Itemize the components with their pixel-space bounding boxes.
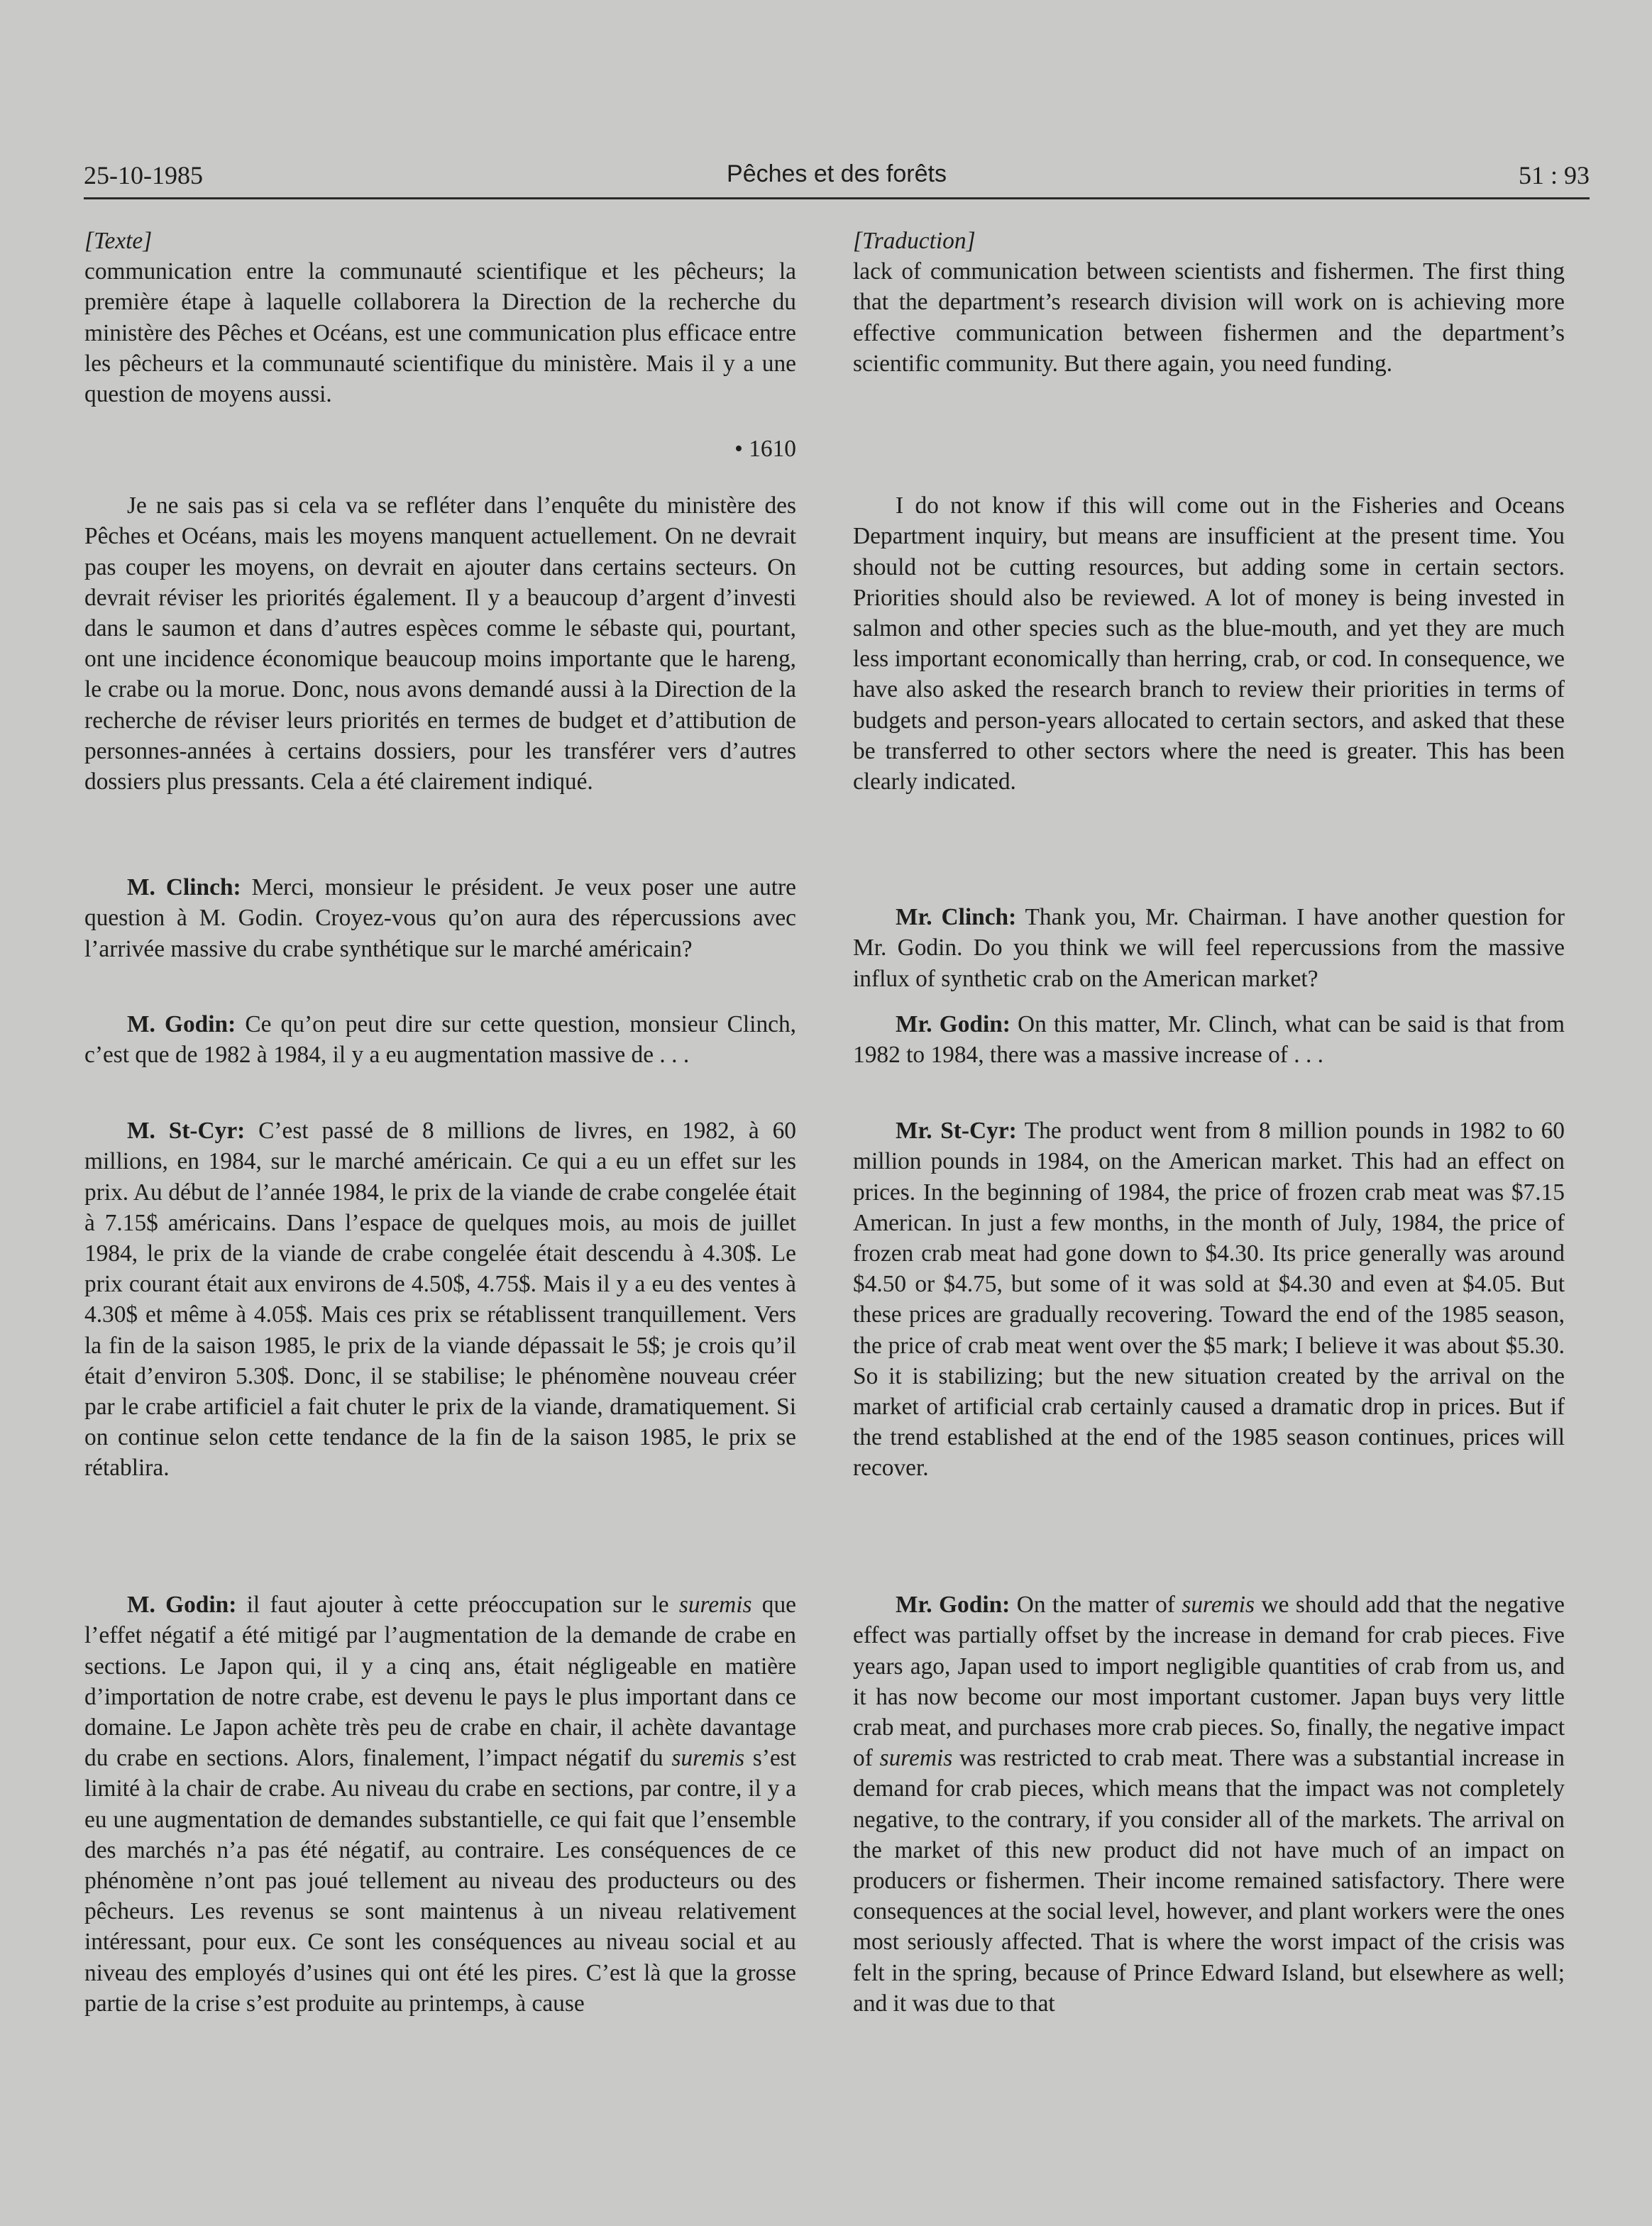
speaker-name: M. Godin: bbox=[127, 1592, 237, 1619]
speech-text: s’est limité à la chair de crabe. Au niveau du crabe en sections, par contre, il y a eu une augmentation de demandes substantielle, ce qui fait que l’ensemble des marchés n’a pas été négatif, au contraire. Les conséquences de ce phénomène n’ont pas joué tellement au niveau des producteurs ou des pêcheurs. Les revenus se sont maintenus à un niveau relativement intéressant, pour eux. Ce sont les conséquences au niveau social et au niveau des employés d’usines qui ont été les pires. C’est là que la grosse partie de la crise s’est produite au printemps, à cause bbox=[84, 1745, 796, 2017]
speech-text: Ce qu’on peut dire sur cette question, monsieur Clinch, c’est que de 1982 à 1984, il y a eu augmentation massive de . . . bbox=[84, 1011, 797, 1069]
speech-text: Merci, monsieur le président. Je veux poser une autre question à M. Godin. Croyez-vous qu’on aura des répercussions avec l’arrivée massive du crabe synthétique sur le marché américain? bbox=[84, 874, 796, 962]
french-paragraph-2: Je ne sais pas si cela va se refléter dans l’enquête du ministère des Pêches et Océans, mais les moyens manquent actuellement. On ne devrait pas couper les moyens, on devrait en ajouter dans certains secteurs. On devrait réviser les priorités également. Il y a beaucoup d’argent d’investi dans le saumon et dans d’autres espèces comme le sébaste qui, pourtant, ont une incidence économique beaucoup moins importante que le hareng, le crabe ou la morue. Donc, nous avons demandé aussi à la Direction de la recherche de réviser leurs priorités en termes de budget et d’attibution de personnes-années à certains dossiers, pour les transférer vers d’autres dossiers plus pressants. Cela a été clairement indiqué. bbox=[84, 492, 796, 795]
english-paragraph-2: I do not know if this will come out in the Fisheries and Oceans Department inquiry, but means are insufficient at the present time. You should not be cutting resources, but adding some in certain sectors. Priorities should also be reviewed. A lot of money is being invested in salmon and other species such as the blue-mouth, and yet they are much less important economically than herring, crab, or cod. In consequence, we have also asked the research branch to review their priorities in terms of budgets and person-years allocated to certain sectors, and asked that these be transferred to other sectors where the need is greater. This has been clearly indicated. bbox=[853, 492, 1565, 795]
emphasis-term: suremis bbox=[678, 1592, 752, 1619]
english-paragraph-1: lack of communication between scientists and fishermen. The first thing that the department’s research division will work on is achieving more effective communication between fishermen and the department’s scientific community. But there again, you need funding. bbox=[853, 258, 1565, 377]
english-paragraph-4 bbox=[853, 1009, 1565, 1073]
english-paragraph-6 bbox=[853, 1589, 1565, 2019]
english-paragraph-3 bbox=[853, 902, 1565, 996]
speech-text: il faut ajouter à cette préoccupation sur le bbox=[236, 1592, 679, 1619]
page-header bbox=[84, 155, 1590, 199]
speech-text: On this matter, Mr. Clinch, what can be said is that from 1982 to 1984, there was a massive increase of . . . bbox=[853, 1011, 1565, 1069]
english-column bbox=[853, 226, 1565, 2019]
speech-text: On the matter of bbox=[1010, 1592, 1182, 1619]
speaker-name: Mr. Godin: bbox=[896, 1592, 1011, 1619]
english-paragraph-5 bbox=[853, 1115, 1565, 1577]
speaker-name: M. St-Cyr: bbox=[127, 1118, 246, 1145]
header-title: Pêches et des forêts bbox=[727, 160, 947, 187]
speech-text: que l’effet négatif a été mitigé par l’augmentation de la demande de crabe en sections. Le Japon qui, il y a cinq ans, était négligeable en matière d’importation de notre crabe, est devenu le pays le plus important dans ce domaine. Le Japon achète très peu de crabe en chair, il achète davantage du crabe en sections. Alors, finalement, l’impact négatif du bbox=[84, 1592, 797, 1772]
speaker-name: M. Clinch: bbox=[127, 874, 241, 901]
speech-text: C’est passé de 8 millions de livres, en 1982, à 60 millions, en 1984, sur le marché américain. Ce qui a eu un effet sur les prix. Au début de l’année 1984, le prix de la viande de crabe congelée était à 7.15$ américains. Dans l’espace de quelques mois, au mois de juillet 1984, le prix de la viande de crabe congelée était descendu à 4.30$. Le prix courant était aux environs de 4.50$, 4.75$. Mais il y a eu des ventes à 4.30$ et même à 4.05$. Mais ces prix se rétablissent tranquillement. Vers la fin de la saison 1985, le prix de la viande dépassait le 5$; je crois qu’il était d’environ 5.30$. Donc, il se stabilise; le phénomène nouveau créer par le crabe artificiel a fait chuter le prix de la viande, dramatiquement. Si on continue selon cette tendance de la fin de la saison 1985, le prix se rétablira. bbox=[84, 1118, 796, 1482]
french-paragraph-4 bbox=[84, 1009, 796, 1103]
speaker-name: Mr. Godin: bbox=[896, 1011, 1011, 1038]
speech-text: was restricted to crab meat. There was a substantial increase in demand for crab pieces, which means that the impact was not completely negative, to the contrary, if you consider all of the markets. The arrival on the market of this new product did not have much of an impact on producers or fishermen. Their income remained satisfactory. There were consequences at the social level, however, and plant workers were the ones most seriously affected. That is where the worst impact of the crisis was felt in the spring, because of Prince Edward Island, but elsewhere as well; and it was due to that bbox=[853, 1745, 1565, 2017]
speech-text: we should add that the negative effect was partially offset by the increase in demand for crab pieces. Five years ago, Japan used to import negligible quantities of crab from us, and it has now become our most important customer. Japan buys very little crab meat, and purchases more crab pieces. So, finally, the negative impact of bbox=[853, 1592, 1565, 1772]
speaker-name: Mr. Clinch: bbox=[896, 904, 1017, 931]
french-paragraph-1: communication entre la communauté scientifique et les pêcheurs; la première étape à laquelle collaborera la Direction de la recherche du ministère des Pêches et Océans, est une communication plus efficace entre les pêcheurs et la communauté scientifique du ministère. Mais il y a une question de moyens aussi. bbox=[84, 258, 796, 408]
time-marker: • 1610 bbox=[734, 436, 796, 463]
speaker-name: M. Godin: bbox=[127, 1011, 236, 1038]
speech-text: The product went from 8 million pounds in 1982 to 60 million pounds in 1984, on the American market. This had an effect on prices. In the beginning of 1984, the price of frozen crab meat was $7.15 American. In just a few months, in the month of July, 1984, the price of frozen crab meat had gone down to $4.30. Its price generally was around $4.50 or $4.75, but some of it was sold at $4.30 and even at $4.05. But these prices are gradually recovering. Toward the end of the 1985 season, the price of crab meat went over the $5 mark; I believe it was about $5.30. So it is stabilizing; but the new situation created by the arrival on the market of artificial crab certainly caused a dramatic drop in prices. But if the trend established at the end of the 1985 season continues, prices will recover. bbox=[853, 1118, 1565, 1482]
french-paragraph-5 bbox=[84, 1115, 796, 1577]
emphasis-term: suremis bbox=[1182, 1592, 1255, 1619]
french-column bbox=[84, 226, 796, 2019]
speech-text: Thank you, Mr. Chairman. I have another question for Mr. Godin. Do you think we will feel repercussions from the massive influx of synthetic crab on the American market? bbox=[853, 904, 1565, 992]
header-date: 25-10-1985 bbox=[84, 161, 203, 189]
french-label: [Texte] bbox=[84, 228, 153, 254]
french-paragraph-3 bbox=[84, 872, 796, 996]
french-paragraph-6 bbox=[84, 1589, 796, 2019]
speaker-name: Mr. St-Cyr: bbox=[896, 1118, 1017, 1145]
emphasis-term: suremis bbox=[671, 1745, 745, 1772]
english-label: [Traduction] bbox=[853, 228, 976, 254]
emphasis-term: suremis bbox=[879, 1745, 953, 1772]
english-spacer bbox=[853, 434, 1565, 468]
header-page-number: 51 : 93 bbox=[1518, 161, 1590, 189]
